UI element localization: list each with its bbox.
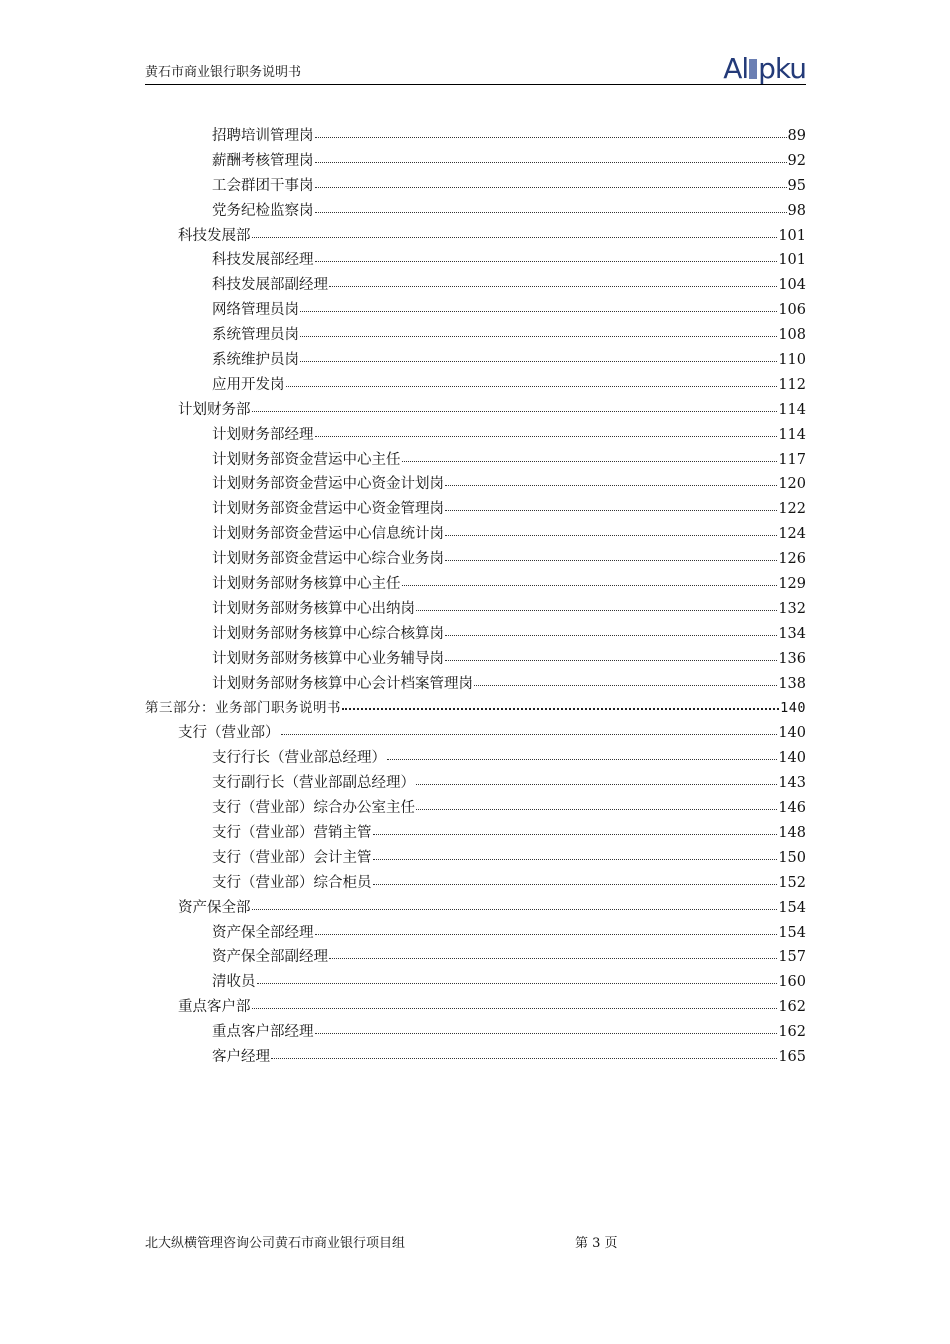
toc-page-number: 122: [778, 501, 806, 518]
toc-page-number: 160: [778, 974, 806, 991]
toc-entry-title: 科技发展部副经理: [212, 277, 328, 294]
toc-dot-leader: [300, 322, 777, 337]
toc-entry-title: 科技发展部经理: [212, 252, 314, 269]
toc-page-number: 140: [778, 725, 806, 742]
toc-dot-leader: [252, 397, 778, 412]
toc-dot-leader: [315, 123, 787, 138]
toc-entry-title: 支行（营业部）综合柜员: [212, 874, 372, 891]
toc-page-number: 162: [778, 999, 806, 1016]
header-title: 黄石市商业银行职务说明书: [145, 65, 302, 80]
toc-page-number: 110: [778, 352, 806, 369]
toc-page-number: 154: [778, 899, 806, 916]
toc-entry-title: 计划财务部经理: [212, 426, 314, 443]
toc-entry[interactable]: [145, 248, 806, 273]
toc-page-number: 162: [778, 1024, 806, 1041]
toc-entry-title: 计划财务部: [178, 401, 251, 418]
toc-entry[interactable]: [145, 647, 806, 672]
logo-text-right: pku: [758, 52, 806, 85]
toc-entry-title: 支行（营业部）会计主管: [212, 849, 372, 866]
toc-entry[interactable]: [145, 945, 806, 970]
toc-entry[interactable]: [145, 871, 806, 896]
toc-dot-leader: [445, 521, 777, 536]
toc-page-number: 108: [778, 327, 806, 344]
toc-dot-leader: [315, 148, 787, 163]
toc-dot-leader: [286, 372, 778, 387]
toc-entry-title: 资产保全部副经理: [212, 949, 328, 966]
toc-page-number: 106: [778, 302, 806, 319]
toc-page-number: 140: [778, 750, 806, 767]
toc-entry-title: 工会群团干事岗: [212, 177, 314, 194]
toc-dot-leader: [315, 422, 778, 437]
toc-entry[interactable]: [145, 896, 806, 921]
toc-dot-leader: [387, 745, 777, 760]
toc-entry-title: 资产保全部经理: [212, 924, 314, 941]
toc-entry[interactable]: [145, 746, 806, 771]
toc-entry-title: 应用开发岗: [212, 376, 285, 393]
toc-entry-title: 计划财务部资金营运中心主任: [212, 451, 401, 468]
toc-dot-leader: [445, 471, 777, 486]
toc-dot-leader: [373, 870, 778, 885]
toc-entry[interactable]: [145, 672, 806, 697]
toc-dot-leader: [445, 496, 777, 511]
toc-dot-leader: [329, 944, 777, 959]
toc-entry[interactable]: [145, 224, 806, 249]
footer-organization: 北大纵横管理咨询公司黄石市商业银行项目组: [145, 1236, 406, 1251]
toc-dot-leader: [416, 795, 777, 810]
toc-entry[interactable]: [145, 199, 806, 224]
toc-page-number: 143: [778, 775, 806, 792]
toc-dot-leader: [342, 694, 779, 710]
toc-entry-title: 薪酬考核管理岗: [212, 152, 314, 169]
toc-entry[interactable]: [145, 298, 806, 323]
toc-page-number: 165: [778, 1048, 806, 1065]
toc-dot-leader: [474, 671, 777, 686]
toc-page-number: 138: [778, 675, 806, 692]
footer-page-number: 第 3 页: [575, 1236, 618, 1251]
toc-entry-title: 系统管理员岗: [212, 327, 299, 344]
toc-entry-title: 支行（营业部）综合办公室主任: [212, 800, 415, 817]
toc-entry-title: 计划财务部财务核算中心会计档案管理岗: [212, 675, 473, 692]
toc-entry-title: 计划财务部资金营运中心资金计划岗: [212, 476, 444, 493]
toc-entry[interactable]: [145, 348, 806, 373]
logo-text-left: Al: [723, 52, 749, 85]
toc-entry-title: 计划财务部财务核算中心业务辅导岗: [212, 650, 444, 667]
toc-page-number: 101: [778, 227, 806, 244]
toc-dot-leader: [315, 198, 787, 213]
toc-entry[interactable]: [145, 970, 806, 995]
toc-dot-leader: [402, 447, 778, 462]
toc-dot-leader: [416, 770, 777, 785]
toc-dot-leader: [257, 969, 778, 984]
toc-page-number: 114: [778, 401, 806, 418]
toc-entry[interactable]: [145, 572, 806, 597]
toc-page-number: 136: [778, 650, 806, 667]
toc-entry-title: 清收员: [212, 974, 256, 991]
toc-page-number: 140: [780, 700, 806, 717]
toc-entry[interactable]: [145, 472, 806, 497]
toc-entry-title: 计划财务部财务核算中心出纳岗: [212, 600, 415, 617]
toc-page-number: 89: [787, 128, 806, 144]
toc-page-number: 134: [778, 625, 806, 642]
toc-page-number: 117: [778, 451, 806, 468]
toc-entry[interactable]: [145, 796, 806, 821]
toc-dot-leader: [445, 546, 777, 561]
toc-entry[interactable]: [145, 124, 806, 149]
table-of-contents: [145, 124, 806, 1070]
toc-entry-title: 计划财务部财务核算中心综合核算岗: [212, 625, 444, 642]
toc-entry[interactable]: [145, 174, 806, 199]
toc-entry-title: 计划财务部财务核算中心主任: [212, 576, 401, 593]
toc-dot-leader: [315, 247, 778, 262]
toc-entry[interactable]: [145, 149, 806, 174]
toc-page-number: 92: [787, 152, 806, 169]
toc-page-number: 146: [778, 800, 806, 817]
toc-entry[interactable]: [145, 323, 806, 348]
toc-entry-title: 支行行长（营业部总经理）: [212, 750, 386, 767]
toc-page-number: 154: [778, 924, 806, 941]
toc-dot-leader: [252, 223, 778, 238]
toc-entry[interactable]: [145, 846, 806, 871]
toc-page-number: 132: [778, 600, 806, 617]
toc-entry[interactable]: [145, 771, 806, 796]
toc-entry[interactable]: [145, 995, 806, 1020]
toc-entry[interactable]: [145, 821, 806, 846]
toc-dot-leader: [329, 272, 777, 287]
toc-dot-leader: [281, 720, 778, 735]
toc-page-number: 95: [787, 177, 806, 194]
toc-dot-leader: [402, 571, 778, 586]
toc-page-number: 114: [778, 426, 806, 443]
toc-entry-title: 科技发展部: [178, 227, 251, 244]
toc-entry-title: 系统维护员岗: [212, 352, 299, 369]
toc-dot-leader: [445, 621, 777, 636]
company-logo: [723, 52, 806, 85]
toc-dot-leader: [416, 596, 777, 611]
toc-dot-leader: [300, 347, 777, 362]
toc-entry[interactable]: [145, 448, 806, 473]
page-header: [145, 52, 806, 85]
toc-entry[interactable]: [145, 273, 806, 298]
toc-page-number: 129: [778, 576, 806, 593]
toc-entry-title: 第三部分：业务部门职务说明书: [145, 700, 341, 717]
toc-page-number: 124: [778, 526, 806, 543]
toc-page-number: 101: [778, 252, 806, 269]
toc-entry[interactable]: [145, 1045, 806, 1070]
toc-entry-title: 重点客户部经理: [212, 1024, 314, 1041]
toc-entry[interactable]: [145, 497, 806, 522]
toc-entry[interactable]: [145, 1020, 806, 1045]
toc-page-number: 120: [778, 476, 806, 493]
toc-dot-leader: [445, 646, 777, 661]
toc-entry-title: 网络管理员岗: [212, 302, 299, 319]
logo-bar-icon: [749, 59, 757, 79]
toc-entry-title: 支行（营业部）: [178, 725, 280, 742]
toc-entry-title: 支行（营业部）营销主管: [212, 824, 372, 841]
toc-dot-leader: [373, 845, 778, 860]
toc-dot-leader: [373, 820, 778, 835]
toc-entry-title: 计划财务部资金营运中心资金管理岗: [212, 501, 444, 518]
toc-entry[interactable]: [145, 373, 806, 398]
toc-entry[interactable]: [145, 597, 806, 622]
toc-page-number: 98: [787, 202, 806, 219]
toc-page-number: 148: [778, 824, 806, 841]
toc-dot-leader: [315, 920, 778, 935]
toc-entry[interactable]: [145, 398, 806, 423]
toc-entry-title: 党务纪检监察岗: [212, 202, 314, 219]
toc-dot-leader: [271, 1044, 777, 1059]
toc-entry-title: 资产保全部: [178, 899, 251, 916]
toc-entry-title: 计划财务部资金营运中心信息统计岗: [212, 526, 444, 543]
toc-entry-title: 支行副行长（营业部副总经理）: [212, 775, 415, 792]
toc-dot-leader: [315, 1019, 778, 1034]
toc-page-number: 150: [778, 849, 806, 866]
toc-entry[interactable]: [145, 696, 806, 721]
toc-entry-title: 计划财务部资金营运中心综合业务岗: [212, 551, 444, 568]
toc-entry[interactable]: [145, 921, 806, 946]
toc-page-number: 104: [778, 277, 806, 294]
toc-dot-leader: [252, 895, 778, 910]
toc-page-number: 126: [778, 551, 806, 568]
toc-entry-title: 重点客户部: [178, 999, 251, 1016]
toc-entry[interactable]: [145, 622, 806, 647]
toc-entry[interactable]: [145, 547, 806, 572]
toc-entry[interactable]: [145, 423, 806, 448]
toc-entry-title: 客户经理: [212, 1048, 270, 1065]
toc-page-number: 157: [778, 949, 806, 966]
toc-entry[interactable]: [145, 721, 806, 746]
toc-dot-leader: [315, 173, 787, 188]
toc-entry-title: 招聘培训管理岗: [212, 128, 314, 144]
toc-dot-leader: [300, 297, 777, 312]
toc-page-number: 112: [778, 376, 806, 393]
toc-entry[interactable]: [145, 522, 806, 547]
toc-page-number: 152: [778, 874, 806, 891]
toc-dot-leader: [252, 994, 778, 1009]
